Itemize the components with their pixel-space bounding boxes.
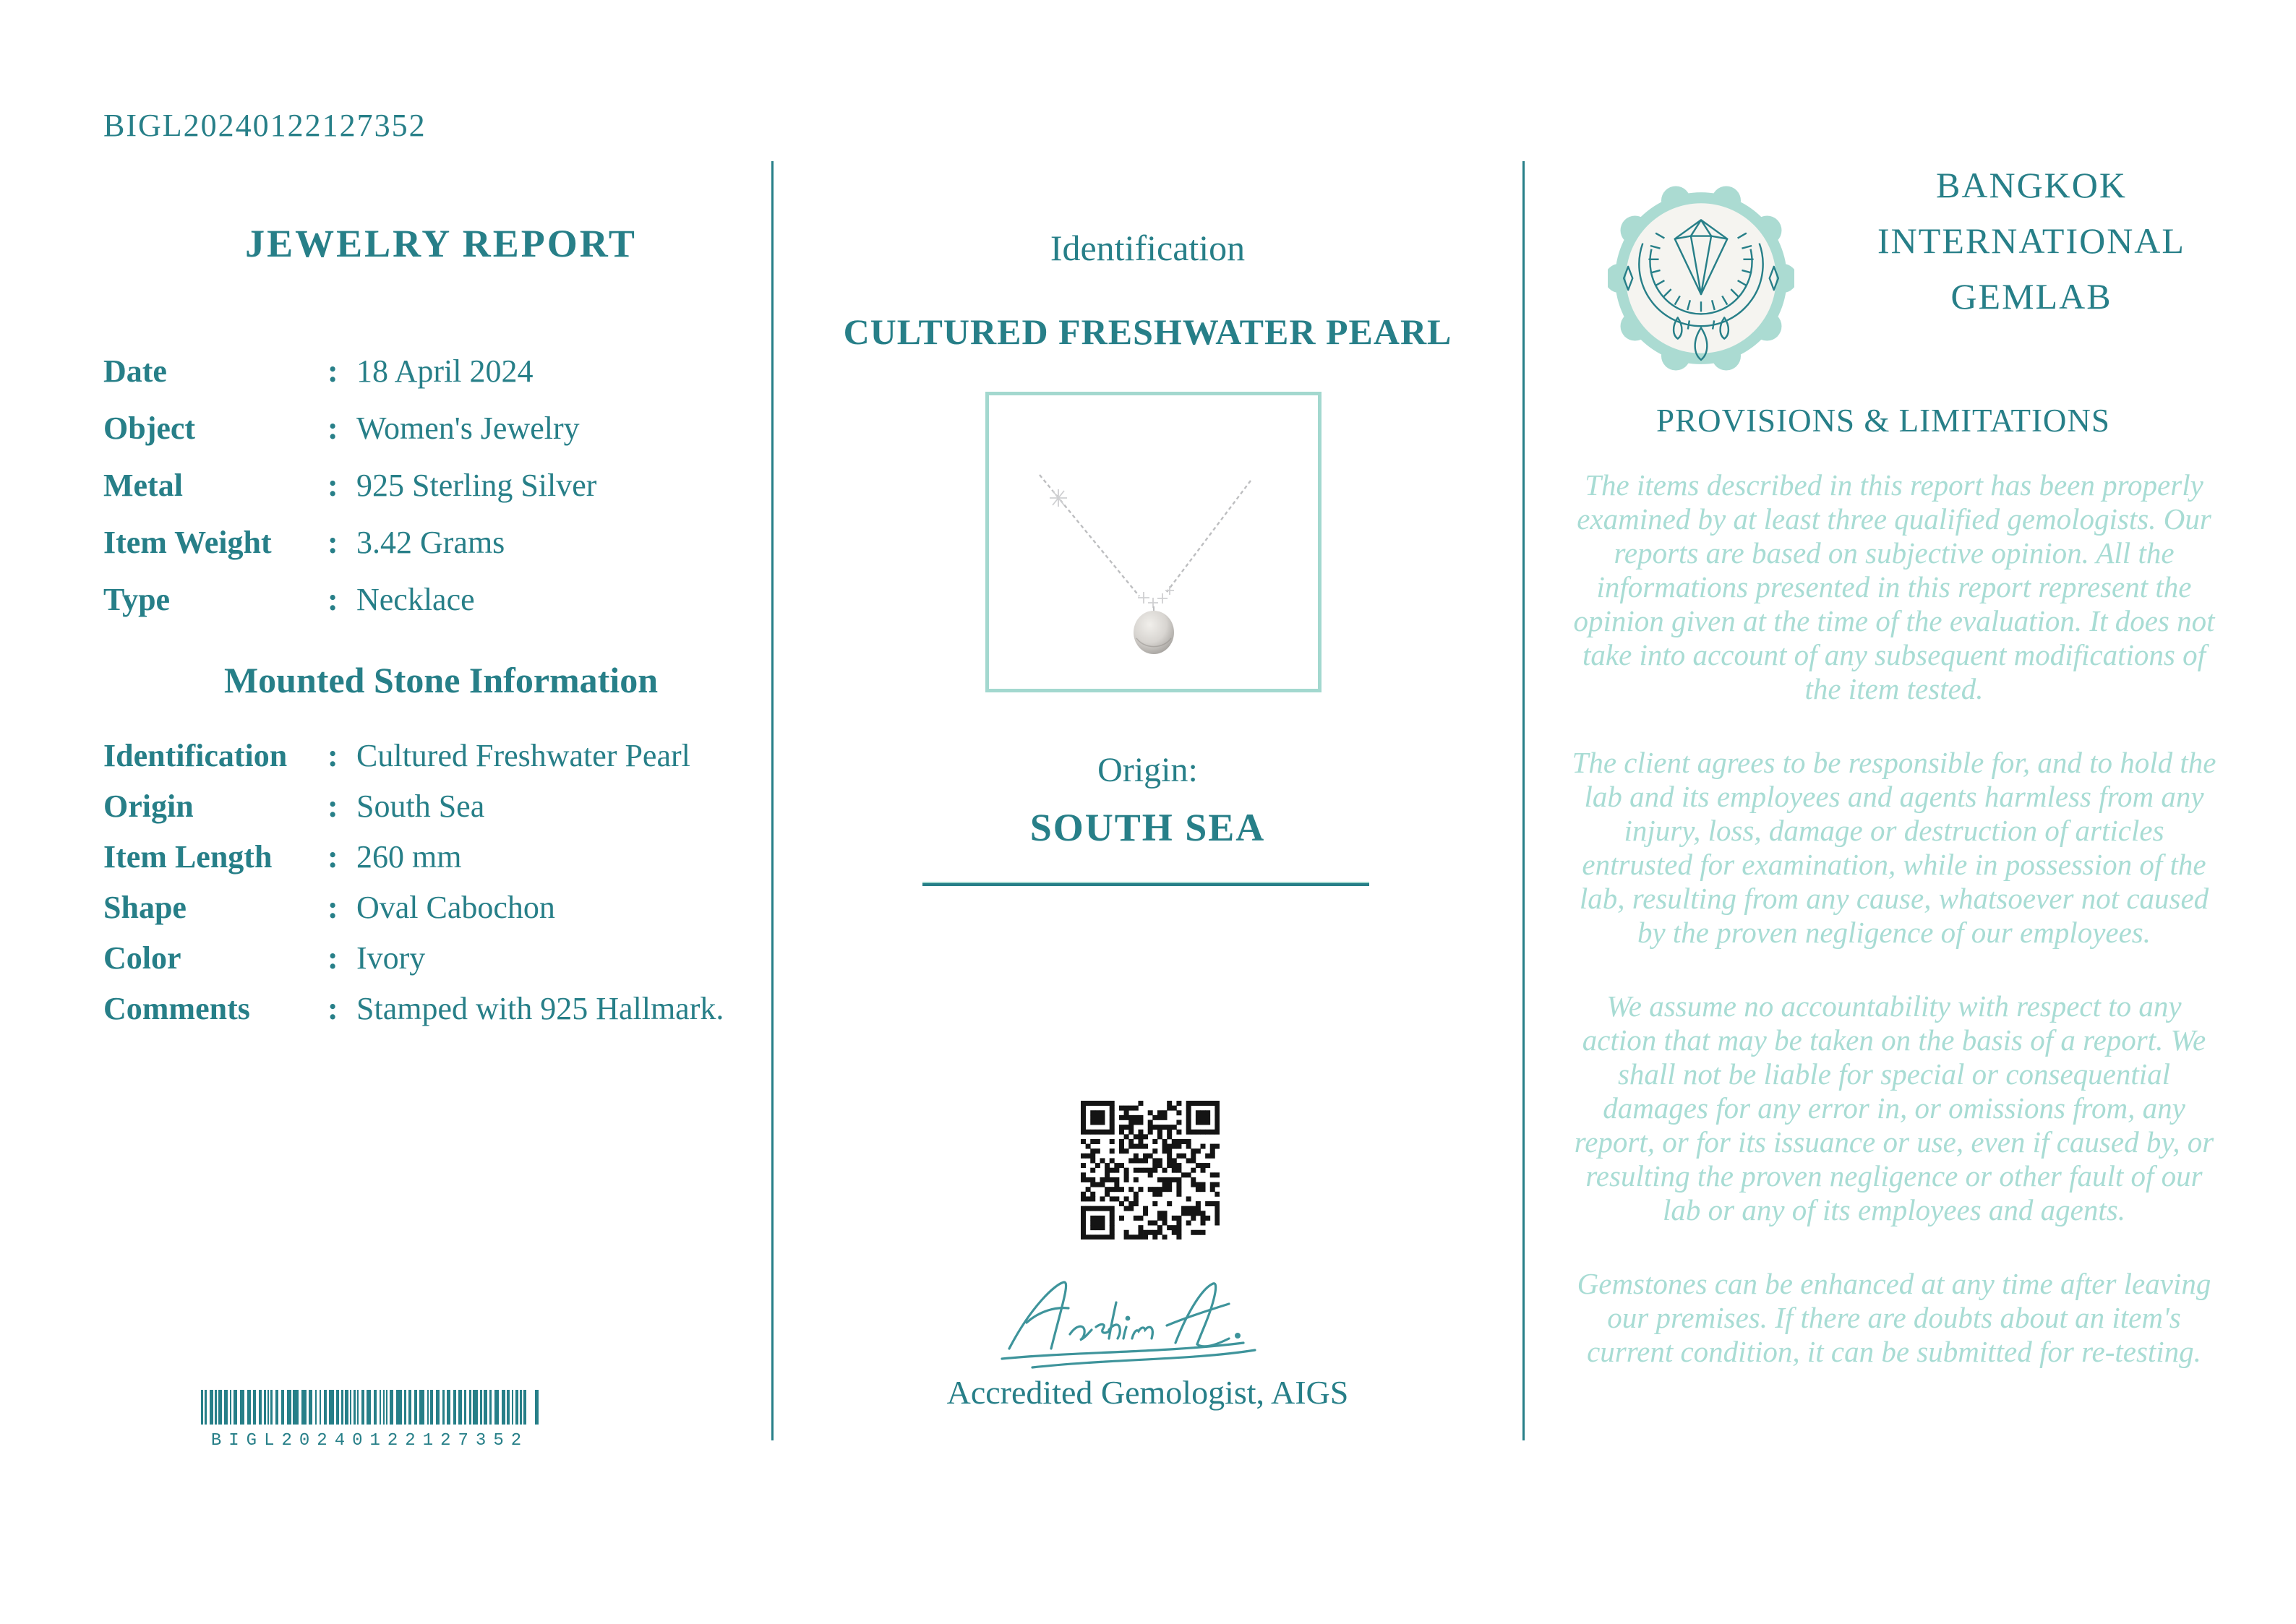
- field-value: 3.42 Grams: [356, 525, 505, 560]
- gemlab-badge-icon: [1608, 185, 1794, 371]
- field-row-shape: [103, 882, 754, 932]
- qr-code: [1081, 1101, 1220, 1240]
- provisions-paragraph: We assume no accountability with respect to any action that may be taken on the basis of a report. We shall not be liable for special or consequential damages for any error in, or omissions from, any report, or for its issuance or use, even if caused by, or resulting the proven negligence or other fault of our lab or any of its employees and agents.: [1574, 989, 2214, 1226]
- lab-name-line: GEMLAB: [1950, 276, 2112, 317]
- field-colon: :: [327, 582, 338, 617]
- origin-label: Origin:: [1097, 751, 1198, 789]
- barcode-text: BIGL20240122127352: [210, 1431, 529, 1451]
- barcode-bars: [201, 1390, 539, 1426]
- column-divider-left: [771, 161, 774, 1440]
- field-value: Oval Cabochon: [356, 889, 555, 925]
- stone-section-title: Mounted Stone Information: [223, 660, 659, 700]
- field-value: 260 mm: [356, 838, 462, 875]
- origin-underline: [922, 882, 1369, 886]
- provisions-paragraphs: [1569, 468, 2219, 1409]
- field-label: Type: [103, 582, 171, 617]
- field-value: Ivory: [356, 940, 426, 976]
- field-colon: :: [327, 838, 338, 875]
- field-value: South Sea: [356, 788, 485, 824]
- field-label: Color: [103, 940, 181, 976]
- field-colon: :: [327, 788, 338, 824]
- barcode: [201, 1390, 539, 1451]
- field-row-object: [103, 400, 754, 457]
- field-label: Origin: [103, 788, 194, 824]
- gemlab-logo: [1608, 185, 1794, 371]
- column-divider-right: [1522, 161, 1525, 1440]
- identification-heading: Identification: [1050, 228, 1246, 268]
- field-label: Date: [103, 353, 167, 389]
- identification-result: CULTURED FRESHWATER PEARL: [843, 312, 1452, 352]
- field-colon: :: [327, 889, 338, 925]
- page-title: JEWELRY REPORT: [245, 222, 637, 265]
- field-row-origin: [103, 781, 754, 831]
- field-row-comments: [103, 983, 754, 1034]
- field-label: Item Length: [103, 838, 273, 875]
- field-row-item-length: [103, 831, 754, 882]
- field-colon: :: [327, 468, 338, 503]
- gemologist-credential: Accredited Gemologist, AIGS: [946, 1374, 1349, 1411]
- item-fields: [103, 343, 754, 628]
- stone-fields: [103, 730, 754, 1034]
- field-value: Necklace: [356, 582, 475, 617]
- handwritten-signature-image: [989, 1263, 1264, 1383]
- field-colon: :: [327, 940, 338, 976]
- origin-value: SOUTH SEA: [1029, 806, 1266, 849]
- field-colon: :: [327, 525, 338, 560]
- field-row-type: [103, 571, 754, 628]
- provisions-paragraph: The client agrees to be responsible for, and to hold the lab and its employees and agents harmless from any injury, loss, damage or destruction of articles entrusted for examination, while in possession of the lab, resulting from any cause, whatsoever not caused by the proven negligence of our employees.: [1572, 746, 2216, 949]
- field-label: Shape: [103, 889, 187, 925]
- field-label: Object: [103, 411, 196, 446]
- provisions-title: PROVISIONS & LIMITATIONS: [1656, 403, 2110, 439]
- lab-name: [1822, 158, 2241, 325]
- jewelry-photo: [985, 392, 1322, 692]
- field-colon: :: [327, 737, 338, 773]
- field-label: Metal: [103, 468, 183, 503]
- provisions-paragraph: The items described in this report has been properly examined by at least three qualified gemologists. Our reports are based on subjective opinion. All the informations presented in this report represent the opinion given at the time of the evaluation. It does not take into account of any subsequent modifications of the item tested.: [1573, 468, 2215, 705]
- field-colon: :: [327, 411, 338, 446]
- field-label: Item Weight: [103, 525, 272, 560]
- field-value: 925 Sterling Silver: [356, 468, 597, 503]
- field-row-identification: [103, 730, 754, 781]
- provisions-paragraph: Gemstones can be enhanced at any time after leaving our premises. If there are doubts about an item's current condition, it can be submitted for re-testing.: [1577, 1267, 2211, 1368]
- field-value: Cultured Freshwater Pearl: [356, 737, 690, 773]
- field-row-color: [103, 932, 754, 983]
- report-number: BIGL20240122127352: [103, 108, 427, 143]
- field-label: Comments: [103, 990, 250, 1026]
- field-value: Women's Jewelry: [356, 411, 580, 446]
- lab-name-line: INTERNATIONAL: [1877, 220, 2185, 261]
- field-row-item-weight: [103, 514, 754, 571]
- field-colon: :: [327, 990, 338, 1026]
- field-row-date: [103, 343, 754, 400]
- field-label: Identification: [103, 737, 288, 773]
- field-value: Stamped with 925 Hallmark.: [356, 990, 724, 1026]
- field-colon: :: [327, 353, 338, 389]
- field-row-metal: [103, 457, 754, 514]
- pearl-necklace-image: [989, 395, 1318, 689]
- field-value: 18 April 2024: [356, 353, 534, 389]
- lab-name-line: BANGKOK: [1936, 165, 2127, 205]
- signature: [989, 1263, 1264, 1383]
